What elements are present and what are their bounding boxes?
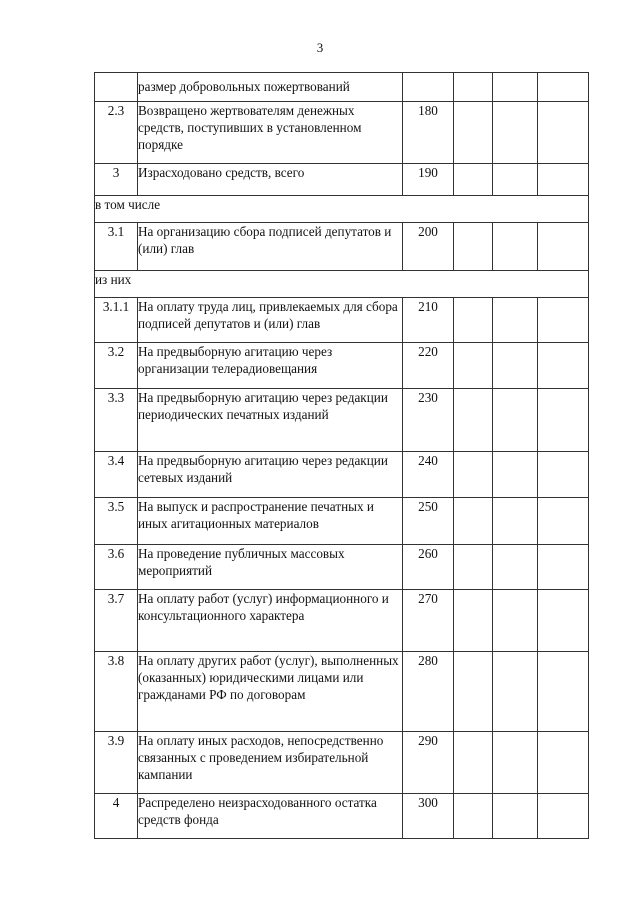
value-cell <box>493 498 538 545</box>
table-row <box>95 794 589 839</box>
row-number: 3.2 <box>95 343 138 389</box>
table-row <box>95 652 589 732</box>
table-row <box>95 590 589 652</box>
row-number: 3.8 <box>95 652 138 732</box>
value-cell <box>493 590 538 652</box>
row-number: 3.1.1 <box>95 298 138 343</box>
row-number: 3.5 <box>95 498 138 545</box>
value-cell <box>454 498 493 545</box>
value-cell <box>454 590 493 652</box>
row-number: 3.6 <box>95 545 138 590</box>
row-name: На предвыборную агитацию через организации телерадиовещания <box>138 343 403 389</box>
row-code: 200 <box>403 223 454 271</box>
value-cell <box>538 102 589 164</box>
row-name: На организацию сбора подписей депутатов и (или) глав <box>138 223 403 271</box>
value-cell <box>538 223 589 271</box>
value-cell <box>493 389 538 452</box>
row-code: 220 <box>403 343 454 389</box>
value-cell <box>454 102 493 164</box>
value-cell <box>493 452 538 498</box>
value-cell <box>538 298 589 343</box>
row-code: 250 <box>403 498 454 545</box>
row-name: На оплату работ (услуг) информационного и консультационного характера <box>138 590 403 652</box>
value-cell <box>493 298 538 343</box>
row-code: 290 <box>403 732 454 794</box>
row-number: 3.7 <box>95 590 138 652</box>
value-cell <box>454 164 493 196</box>
row-name: На предвыборную агитацию через редакции сетевых изданий <box>138 452 403 498</box>
value-cell <box>454 343 493 389</box>
table-row <box>95 389 589 452</box>
value-cell <box>493 652 538 732</box>
value-cell <box>454 452 493 498</box>
value-cell <box>454 73 493 102</box>
row-name: На выпуск и распространение печатных и иных агитационных материалов <box>138 498 403 545</box>
value-cell <box>454 389 493 452</box>
row-code: 230 <box>403 389 454 452</box>
row-code: 180 <box>403 102 454 164</box>
value-cell <box>454 298 493 343</box>
table-row <box>95 164 589 196</box>
value-cell <box>493 164 538 196</box>
value-cell <box>493 343 538 389</box>
value-cell <box>493 102 538 164</box>
table-row <box>95 732 589 794</box>
value-cell <box>538 652 589 732</box>
value-cell <box>493 223 538 271</box>
table-row <box>95 298 589 343</box>
value-cell <box>493 545 538 590</box>
table-row <box>95 545 589 590</box>
value-cell <box>538 794 589 839</box>
row-code: 210 <box>403 298 454 343</box>
table-row <box>95 498 589 545</box>
row-number: 2.3 <box>95 102 138 164</box>
value-cell <box>538 498 589 545</box>
row-name: Распределено неизрасходованного остатка средств фонда <box>138 794 403 839</box>
row-code: 190 <box>403 164 454 196</box>
row-number: 4 <box>95 794 138 839</box>
row-name: На оплату труда лиц, привлекаемых для сбора подписей депутатов и (или) глав <box>138 298 403 343</box>
table-row <box>95 73 589 102</box>
row-number: 3.9 <box>95 732 138 794</box>
section-label: из них <box>95 271 589 298</box>
value-cell <box>538 545 589 590</box>
row-code: 280 <box>403 652 454 732</box>
value-cell <box>538 73 589 102</box>
row-code: 260 <box>403 545 454 590</box>
section-row <box>95 196 589 223</box>
value-cell <box>538 590 589 652</box>
value-cell <box>454 652 493 732</box>
row-name: размер добровольных пожертвований <box>138 73 403 102</box>
row-name: На оплату других работ (услуг), выполненных (оказанных) юридическими лицами или гражданами РФ по договорам <box>138 652 403 732</box>
value-cell <box>538 389 589 452</box>
section-row <box>95 271 589 298</box>
financial-report-table <box>94 72 589 839</box>
row-name: Возвращено жертвователям денежных средств, поступивших в установленном порядке <box>138 102 403 164</box>
value-cell <box>454 545 493 590</box>
value-cell <box>454 732 493 794</box>
row-number: 3.1 <box>95 223 138 271</box>
row-number: 3 <box>95 164 138 196</box>
value-cell <box>538 732 589 794</box>
row-number: 3.4 <box>95 452 138 498</box>
row-code: 240 <box>403 452 454 498</box>
row-code: 300 <box>403 794 454 839</box>
value-cell <box>493 732 538 794</box>
table-row <box>95 102 589 164</box>
row-name: Израсходовано средств, всего <box>138 164 403 196</box>
value-cell <box>454 794 493 839</box>
table-row <box>95 452 589 498</box>
row-number <box>95 73 138 102</box>
row-name: На оплату иных расходов, непосредственно связанных с проведением избирательной кампании <box>138 732 403 794</box>
value-cell <box>454 223 493 271</box>
table-row <box>95 343 589 389</box>
page-number: 3 <box>316 40 324 55</box>
row-name: На проведение публичных массовых мероприятий <box>138 545 403 590</box>
value-cell <box>493 794 538 839</box>
value-cell <box>538 343 589 389</box>
section-label: в том числе <box>95 196 589 223</box>
value-cell <box>538 164 589 196</box>
row-code <box>403 73 454 102</box>
value-cell <box>493 73 538 102</box>
row-name: На предвыборную агитацию через редакции периодических печатных изданий <box>138 389 403 452</box>
table-row <box>95 223 589 271</box>
row-code: 270 <box>403 590 454 652</box>
value-cell <box>538 452 589 498</box>
row-number: 3.3 <box>95 389 138 452</box>
